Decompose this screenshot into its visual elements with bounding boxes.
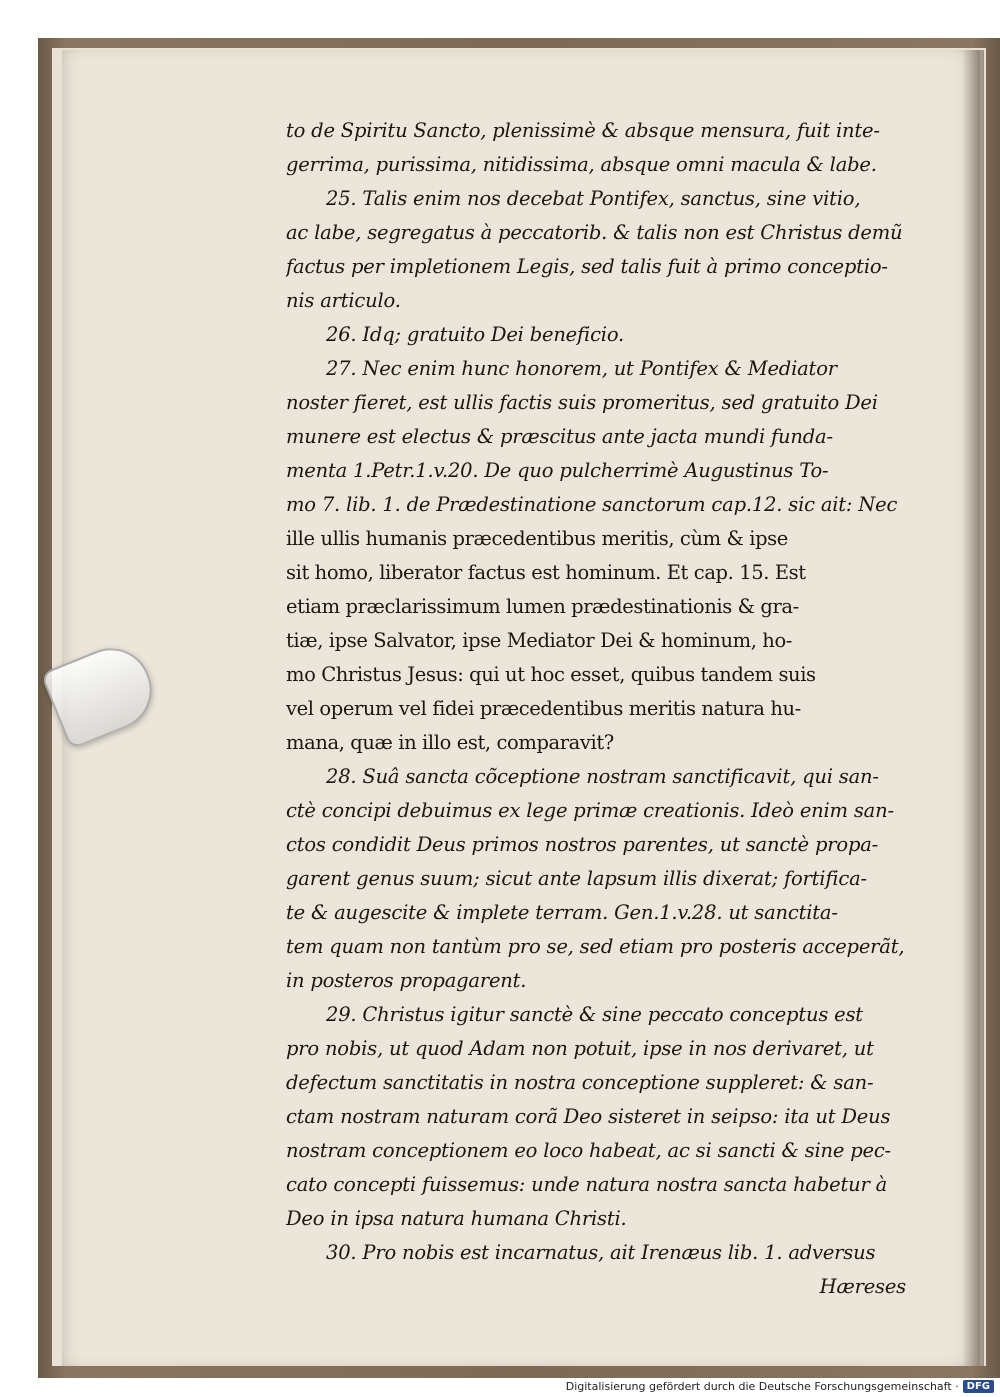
- text-line: cato concepti fuissemus: unde natura nostra sancta habetur à: [286, 1173, 888, 1196]
- text-line: factus per impletionem Legis, sed talis fuit à primo conceptio-: [286, 255, 888, 278]
- footer-credit: [566, 1380, 994, 1393]
- page-text: [286, 114, 906, 1304]
- text-line: Deo in ipsa natura humana Christi.: [286, 1207, 627, 1230]
- text-line: munere est electus & præscitus ante jacta mundi funda-: [286, 425, 833, 448]
- spine-shadow: [962, 50, 984, 1366]
- text-line: mo 7. lib. 1. de Prædestinatione sanctorum cap.12. sic ait: Nec: [286, 493, 898, 516]
- text-line: noster fieret, est ullis factis suis promeritus, sed gratuito Dei: [286, 391, 878, 414]
- text-line: 30. Pro nobis est incarnatus, ait Irenæus lib. 1. adversus: [326, 1241, 876, 1264]
- footer-text: Digitalisierung gefördert durch die Deutsche Forschungsgemeinschaft ·: [565, 1380, 959, 1393]
- text-line: 29. Christus igitur sanctè & sine peccato conceptus est: [326, 1003, 863, 1026]
- text-line: 25. Talis enim nos decebat Pontifex, sanctus, sine vitio,: [326, 187, 861, 210]
- text-line: 27. Nec enim hunc honorem, ut Pontifex & Mediator: [326, 357, 837, 380]
- text-line: ctè concipi debuimus ex lege primæ creationis. Ideò enim san-: [286, 799, 894, 822]
- text-line: 28. Suâ sancta cõceptione nostram sanctificavit, qui san-: [326, 765, 879, 788]
- text-line: te & augescite & implete terram. Gen.1.v.28. ut sanctita-: [286, 901, 838, 924]
- text-line: gerrima, purissima, nitidissima, absque omni macula & labe.: [286, 153, 877, 176]
- dfg-logo-icon: DFG: [963, 1380, 994, 1393]
- catchword: Hæreses: [819, 1275, 906, 1298]
- text-line: ac labe, segregatus à peccatorib. & talis non est Christus demũ: [286, 221, 903, 244]
- text-line: etiam præclarissimum lumen prædestinationis & gra-: [286, 595, 799, 618]
- text-line: to de Spiritu Sancto, plenissimè & absque mensura, fuit inte-: [286, 119, 880, 142]
- text-line: sit homo, liberator factus est hominum. Et cap. 15. Est: [286, 561, 806, 584]
- text-line: mo Christus Jesus: qui ut hoc esset, quibus tandem suis: [286, 663, 816, 686]
- text-line: garent genus suum; sicut ante lapsum illis dixerat; fortifica-: [286, 867, 867, 890]
- text-line: menta 1.Petr.1.v.20. De quo pulcherrimè Augustinus To-: [286, 459, 829, 482]
- text-line: ille ullis humanis præcedentibus meritis, cùm & ipse: [286, 527, 788, 550]
- text-line: ctam nostram naturam corã Deo sisteret in seipso: ita ut Deus: [286, 1105, 891, 1128]
- text-line: tiæ, ipse Salvator, ipse Mediator Dei & hominum, ho-: [286, 629, 792, 652]
- text-line: defectum sanctitatis in nostra conceptione suppleret: & san-: [286, 1071, 874, 1094]
- text-line: vel operum vel fidei præcedentibus meritis natura hu-: [286, 697, 801, 720]
- text-line: ctos condidit Deus primos nostros parentes, ut sanctè propa-: [286, 833, 879, 856]
- text-line: 26. Idq; gratuito Dei beneficio.: [326, 323, 625, 346]
- text-line: pro nobis, ut quod Adam non potuit, ipse in nos derivaret, ut: [286, 1037, 874, 1060]
- text-line: in posteros propagarent.: [286, 969, 527, 992]
- text-line: nis articulo.: [286, 289, 401, 312]
- text-line: nostram conceptionem eo loco habeat, ac si sancti & sine pec-: [286, 1139, 891, 1162]
- text-line: tem quam non tantùm pro se, sed etiam pro posteris acceperãt,: [286, 935, 905, 958]
- text-line: mana, quæ in illo est, comparavit?: [286, 731, 614, 754]
